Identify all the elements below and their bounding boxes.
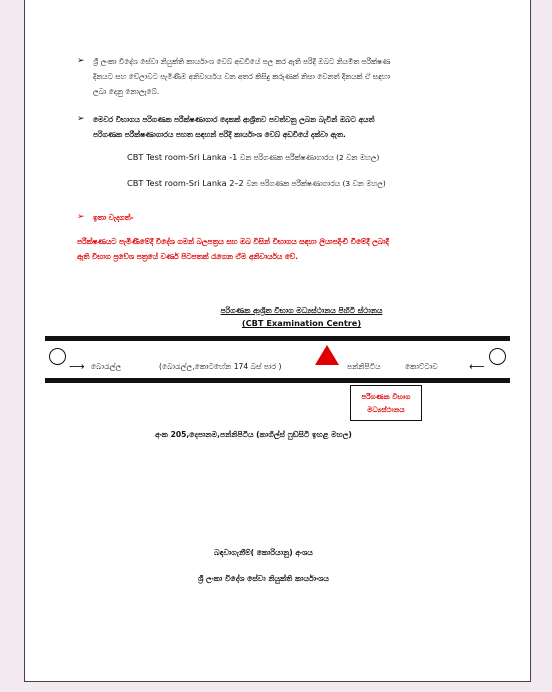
map-title: පරිගණක ආශ්‍රිත විභාග මධ්‍යස්ථානය පිහිටි ස්ථානය [220, 306, 383, 315]
bullet-marker: ➢ [77, 56, 85, 66]
label-bus-route: (බොරැල්ල,කොටහේන 174 බස් පාර ) [159, 362, 282, 371]
bullet-marker: ➢ [77, 114, 85, 124]
document-page [24, 0, 531, 682]
note-line-2: ඇති විභාග ප්‍රවේශ පත්‍රයේ වර්ණ පිටපතක් රැගෙන ඒම අනිවාර්යය වේ. [77, 252, 298, 261]
road-bottom-edge [45, 378, 510, 383]
location-triangle-icon [315, 345, 339, 365]
exam-centre-box: පරිගණක විභාග මධ්‍යස්ථානය [350, 385, 422, 421]
bullet-1-line-3: ලබා දෙනු නොලැබේ. [93, 87, 160, 96]
room-line-2: CBT Test room-Sri Lanka 2–2 වන පරිගණක පරීක්ෂණාගාරය (3 වන මහල) [127, 178, 386, 188]
bullet-2-line-1: මෙවර විභාගය පරිගණක පරීක්ෂණාගාර දෙකක් ආශ්‍රිතව පවත්වනු ලබන බැවින් ඔබට අයත් [93, 115, 375, 124]
road-top-edge [45, 336, 510, 341]
address: අංක 205,දෙපානම,පන්නිපිටිය (කාගිල්ස් ෆුඩ්සිටි ඉහළ මහල) [155, 430, 352, 439]
footer-line-1: බඳවාගැනීම්( කොරියානු) අංශය [214, 548, 313, 557]
room-line-1: CBT Test room-Sri Lanka -1 වන පරිගණක පරීක්ෂණාගාරය (2 වන මහල) [127, 152, 380, 162]
label-pannipitiya: පන්නිපිටිය [347, 362, 381, 371]
note-heading: ඉතා වැදගත්- [93, 213, 134, 222]
arrow-right-icon: ⟶ [69, 360, 85, 373]
label-kottawa: කොට්ටාව [405, 362, 438, 371]
arrow-left-icon: ⟵ [469, 360, 485, 373]
footer-line-2: ශ්‍රී ලංකා විදේශ සේවා නියුක්ති කාර්යාංශය [197, 574, 330, 583]
map-subtitle: (CBT Examination Centre) [241, 318, 362, 328]
bullet-2-line-2: පරිගණක පරීක්ෂණාගාරය පහත සඳහන් පරිදි කාර්යාංශ වෙබ් අඩවියේ දක්වා ඇත. [93, 130, 346, 139]
label-borella: බොරැල්ල [91, 362, 122, 371]
road-end-circle-left [49, 348, 66, 365]
bullet-1-line-2: දිනයට සහ වේලාවට පැමිණීම අනිවාර්යය වන අතර කිසිදු කරුණක් නිසා වෙනත් දිනයක් ඒ සඳහා [93, 72, 390, 81]
bullet-marker: ➢ [77, 212, 85, 222]
bullet-1-line-1: ශ්‍රී ලංකා විදේශ සේවා නියුක්ති කාර්යාංශ වෙබ් අඩවියේ පල කර ඇති පරිදි ඔබට නියමිත පරීක්ෂණ [93, 57, 391, 66]
note-line-1: පරීක්ෂණයට පැමිණීමේදී විදේශ ගමන් බලපත්‍රය සහ ඔබ විසින් විභාගය සඳහා ලියාපදිංචි වීමේදී ලබාදී [77, 237, 389, 246]
road-end-circle-right [489, 348, 506, 365]
